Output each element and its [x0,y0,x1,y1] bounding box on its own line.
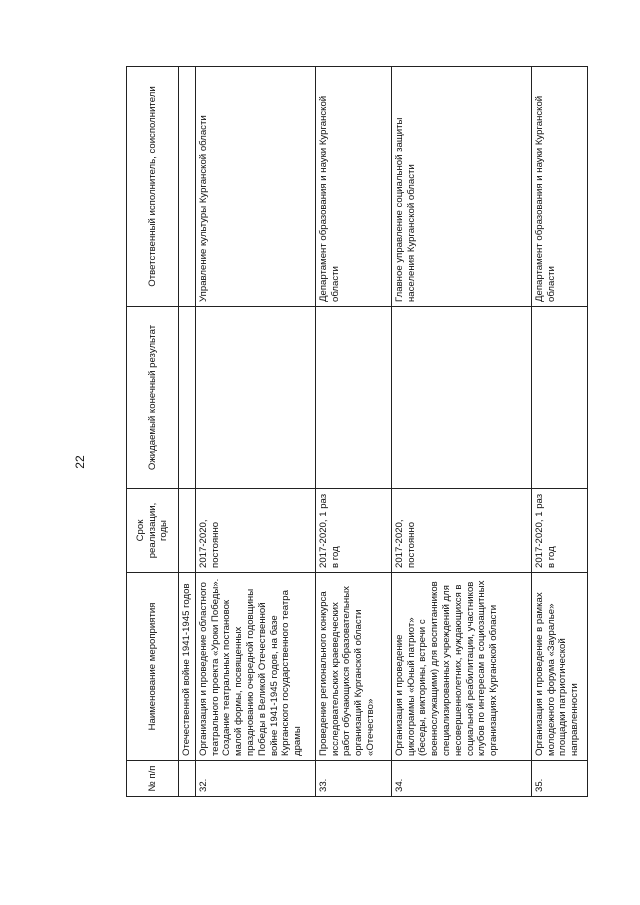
cell-executor [179,67,196,307]
header-result: Ожидаемый конечный результат [127,307,179,489]
cell-result [195,307,315,489]
cell-result [179,307,196,489]
cell-term [179,489,196,573]
page-number: 22 [73,455,87,469]
cell-term: 2017-2020, постоянно [391,489,531,573]
table-row [315,67,391,797]
table-row [391,67,531,797]
table-row [195,67,315,797]
cell-executor: Департамент образования и науки Курганской области [531,67,587,307]
header-executor: Ответственный исполнитель, соисполнители [127,67,179,307]
header-num: № п/п [127,761,179,797]
cell-result [315,307,391,489]
cell-name: Отечественной войне 1941-1945 годов [179,573,196,761]
cell-executor: Департамент образования и науки Курганской области [315,67,391,307]
cell-num: 32. [195,761,315,797]
events-table [126,66,588,797]
cell-result [531,307,587,489]
table-row [531,67,587,797]
cell-term: 2017-2020, 1 раз в год [315,489,391,573]
table-row-continuation [179,67,196,797]
cell-name: Организация и проведение в рамках молодежного форума «Зауралье» площадки патриотической направленности [531,573,587,761]
cell-num: 34. [391,761,531,797]
cell-name: Организация и проведение областного театрального проекта «Уроки Победы». Создание театральных постановок малой формы, посвященных празднованию очередной годовщины Победы в Великой Отечественной войне 1941-1945 годов, на базе Курганского государственного театра драмы [195,573,315,761]
cell-name: Проведение регионального конкурса исследовательских краеведческих работ обучающихся образовательных организаций Курганской области «Отечество» [315,573,391,761]
cell-name: Организация и проведение циклограммы «Юный патриот» (беседы, викторины, встречи с военнослужащими) для воспитанников специализированных учреждений для несовершеннолетних, нуждающихся в социальной реабилитации, участников клубов по интересам в социозащитных организациях Курганской области [391,573,531,761]
header-name: Наименование мероприятия [127,573,179,761]
table-header-row [127,67,179,797]
cell-executor: Главное управление социальной защиты населения Курганской области [391,67,531,307]
cell-num [179,761,196,797]
cell-num: 35. [531,761,587,797]
cell-term: 2017-2020, 1 раз в год [531,489,587,573]
cell-result [391,307,531,489]
cell-num: 33. [315,761,391,797]
cell-term: 2017-2020, постоянно [195,489,315,573]
cell-executor: Управление культуры Курганской области [195,67,315,307]
rotated-table-container [126,67,586,797]
header-term: Срок реализации, годы [127,489,179,573]
